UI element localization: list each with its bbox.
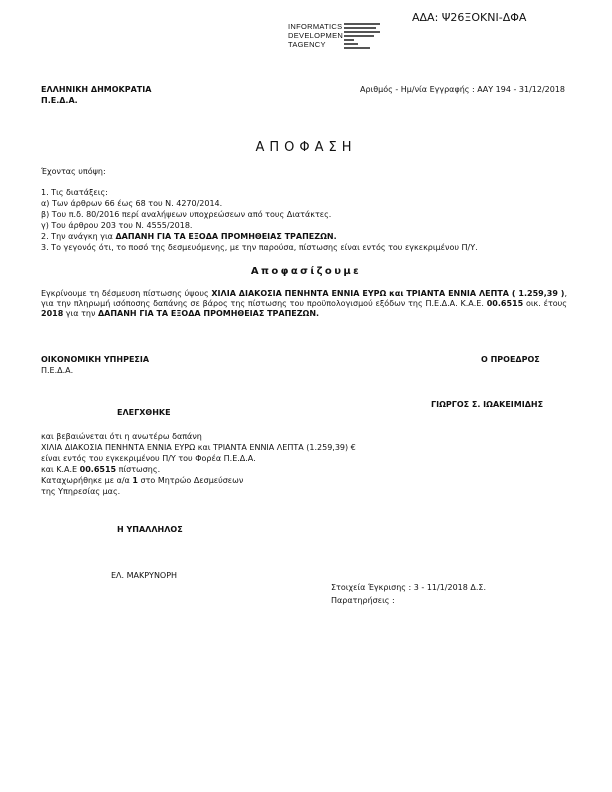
considering-item: γ) Του άρθρου 203 του Ν. 4555/2018. [41, 221, 193, 230]
remarks-label: Παρατηρήσεις : [331, 596, 395, 605]
president-name: ΓΙΩΡΓΟΣ Σ. ΙΩΑΚΕΙΜΙΔΗΣ [431, 400, 544, 409]
considering-item-2 [41, 232, 337, 242]
checked-registry-line [41, 476, 243, 486]
employee-label: Η ΥΠΑΛΛΗΛΟΣ [117, 525, 183, 534]
approval-text: Εγκρίνουμε τη δέσμευση πίστωσης ύψους [41, 289, 212, 298]
logo-word-1: INFORMATICS [288, 22, 343, 31]
president-label: Ο ΠΡΟΕΔΡΟΣ [481, 355, 540, 364]
considering-item: α) Των άρθρων 66 έως 68 του Ν. 4270/2014. [41, 199, 223, 208]
financial-service-label: ΟΙΚΟΝΟΜΙΚΗ ΥΠΗΡΕΣΙΑ [41, 355, 150, 364]
checked-line: της Υπηρεσίας μας. [41, 487, 121, 496]
considering-item-2-expense: ΔΑΠΑΝΗ ΓΙΑ ΤΑ ΕΞΟΔΑ ΠΡΟΜΗΘΕΙΑΣ ΤΡΑΠΕΖΩΝ. [115, 232, 337, 241]
checked-amount: ΧΙΛΙΑ ΔΙΑΚΟΣΙΑ ΠΕΝΗΝΤΑ ΕΝΝΙΑ ΕΥΡΩ και ΤΡΙΑΝΤΑ ΕΝΝΙΑ ΛΕΠΤΑ (1.259,39) € [41, 443, 356, 452]
approval-details: Στοιχεία Έγκρισης : 3 - 11/1/2018 Δ.Σ. [331, 583, 486, 592]
approval-paragraph [41, 289, 567, 319]
checked-text: Καταχωρήθηκε με α/α [41, 476, 133, 485]
approval-text: , για την πληρωμή ισόποσης δαπάνης σε βάρος της πίστωσης του προϋπολογισμού εξόδων της Π.Ε.Δ.Α. Κ.Α.Ε. [41, 289, 567, 308]
checked-line: και βεβαιώνεται ότι η ανωτέρω δαπάνη [41, 432, 202, 441]
financial-service-agency: Π.Ε.Δ.Α. [41, 366, 74, 375]
checked-serial: 1 [132, 476, 138, 485]
considering-item: 1. Τις διατάξεις: [41, 188, 108, 197]
checked-text: πίστωσης. [116, 465, 161, 474]
header-agency: Π.Ε.Δ.Α. [41, 96, 78, 105]
checked-text: στο Μητρώο Δεσμεύσεων [137, 476, 244, 485]
approval-amount: ΧΙΛΙΑ ΔΙΑΚΟΣΙΑ ΠΕΝΗΝΤΑ ΕΝΝΙΑ ΕΥΡΩ και ΤΡΙΑΝΤΑ ΕΝΝΙΑ ΛΕΠΤΑ ( 1.259,39 ) [211, 289, 565, 298]
logo-fine-print [344, 22, 380, 49]
decide-heading: Αποφασίζουμε [250, 266, 362, 277]
approval-kae: 00.6515 [486, 299, 524, 308]
considering-item-2-prefix: 2. Την ανάγκη για [41, 232, 116, 241]
registry-number: Αριθμός - Ημ/νία Εγγραφής : ΑΑΥ 194 - 31/12/2018 [359, 85, 565, 94]
checked-heading: ΕΛΕΓΧΘΗΚΕ [117, 408, 171, 417]
checked-line: είναι εντός του εγκεκριμένου Π/Υ του Φορέα Π.Ε.Δ.Α. [41, 454, 256, 463]
logo-word-3: TAGENCY [288, 40, 326, 49]
considering-intro: Έχοντας υπόψη: [41, 167, 106, 176]
agency-logo [288, 22, 388, 56]
checked-kae-line [41, 465, 160, 475]
approval-year: 2018 [41, 309, 64, 318]
logo-word-2: DEVELOPMEN [288, 31, 344, 40]
approval-text: για την [63, 309, 98, 318]
ada-code: ΑΔΑ: Ψ26ΞΟΚΝΙ-ΔΦΑ [412, 11, 527, 24]
checked-text: και Κ.Α.Ε [41, 465, 80, 474]
considering-item: β) Του π.δ. 80/2016 περί αναλήψεων υποχρεώσεων από τους Διατάκτες. [41, 210, 332, 219]
checked-kae: 00.6515 [79, 465, 117, 474]
header-republic: ΕΛΛΗΝΙΚΗ ΔΗΜΟΚΡΑΤΙΑ [41, 85, 152, 94]
page-title: ΑΠΟΦΑΣΗ [255, 140, 357, 155]
approval-expense: ΔΑΠΑΝΗ ΓΙΑ ΤΑ ΕΞΟΔΑ ΠΡΟΜΗΘΕΙΑΣ ΤΡΑΠΕΖΩΝ. [97, 309, 320, 318]
approval-text: οικ. έτους [523, 299, 567, 308]
considering-item-3: 3. Το γεγονός ότι, το ποσό της δεσμευόμενης, με την παρούσα, πίστωσης είναι εντός του εγκεκριμένου Π/Υ. [41, 243, 478, 252]
employee-name: ΕΛ. ΜΑΚΡΥΝΟΡΗ [111, 571, 178, 580]
